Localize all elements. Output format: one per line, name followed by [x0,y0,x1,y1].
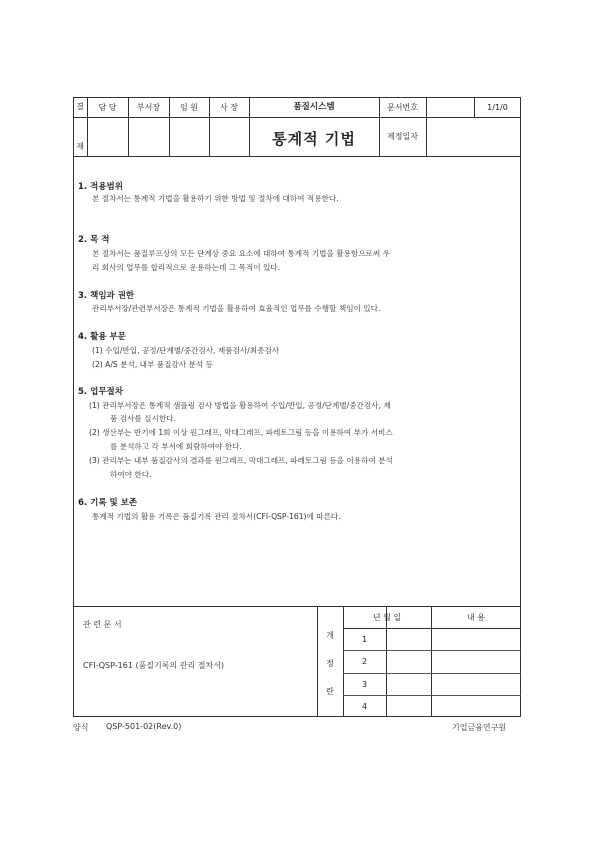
section-text: 본 절차서는 통계적 기법을 활용하기 위한 방법 및 절차에 대하여 적용한다. [92,194,339,203]
page-info: 1/1/0 [487,103,508,112]
section-text: (3) 관리부는 내부 품질감사의 결과를 원그래프, 막대그래프, 파레토그림 등을 이용하여 분석 [89,456,393,465]
revision-row-line [343,673,521,674]
approval-side-bottom: 재 [76,142,84,151]
section-text: 리 회사의 업무를 합리적으로 운용하는데 그 목적이 있다. [92,263,281,272]
section-text: 를 분석하고 각 부서에 회람하여야 한다. [110,442,242,451]
section-heading-records: 6. 기록 및 보존 [78,498,138,508]
header-vline [426,97,427,156]
section-heading-procedure: 5. 업무절차 [78,387,123,397]
revision-row-no: 4 [361,702,368,711]
organization-name: 기업금융연구원 [452,723,507,732]
approval-col-dept-head: 부서장 [136,103,161,112]
doc-number-label: 문서번호 [387,103,418,112]
section-heading-responsibility: 3. 책임과 권한 [78,291,135,301]
revision-side-char: 개 [326,631,334,640]
bottom-vline [431,606,432,717]
related-doc-item: CFI-QSP-161 (품질기록의 관리 절차서) [83,661,225,670]
revision-content-header: 내 용 [467,613,485,622]
revision-row-no: 1 [361,635,368,644]
enact-date-label: 제정일자 [387,132,418,141]
section-heading-purpose: 2. 목 적 [78,235,110,245]
revision-row-no: 2 [361,657,368,666]
section-text: 품 검사를 실시한다. [110,414,176,423]
section-text: 통계적 기법의 활용 기록은 품질기록 관리 절차서(CFI-QSP-161)에 따른다. [92,512,341,521]
document-title: 통계적 기법 [272,130,356,148]
approval-side-top: 결 [76,102,84,111]
revision-row-line [343,650,521,651]
revision-side-char: 정 [326,659,334,668]
section-text: (1) 관리부서장은 통계적 샘플링 검사 방법을 활용하여 수입/반입, 공정/단계별/중간검사, 제 [89,401,391,410]
section-text: (2) A/S 분석, 내부 품질감사 분석 등 [92,360,213,369]
header-divider [73,117,521,118]
approval-col-president: 사 장 [220,103,238,112]
section-heading-scope: 1. 적용범위 [78,182,123,192]
related-docs-label: 관 련 문 서 [83,620,122,629]
bottom-block-top-line [73,606,521,607]
section-text: 하여야 한다. [110,470,152,479]
section-text: 관리부서장/관련부서장은 통계적 기법을 활용하여 효율적인 업무를 수행할 책임이 있다. [92,304,381,313]
section-text: (1) 수입/반입, 공정/단계별/중간검사, 제품검사/최종검사 [92,346,280,355]
system-name: 품질시스템 [293,102,335,112]
section-text: (2) 생산부는 반기에 1회 이상 원그래프, 막대그래프, 파레토그림 등을 이용하여 부가 서비스 [89,428,393,437]
revision-row-no: 3 [361,680,368,689]
revision-side-char: 란 [326,687,334,696]
form-label: 양식 [73,723,89,732]
bottom-vline [386,606,387,717]
section-text: 본 절차서는 품질루프상의 모든 단계상 중요 요소에 대하여 통계적 기법을 활용함으로써 우 [92,249,390,258]
revision-row-line [343,695,521,696]
approval-col-executive: 임 원 [180,103,198,112]
form-code: QSP-501-02(Rev.0) [106,722,182,731]
section-heading-application: 4. 활용 부문 [78,332,126,342]
approval-col-staff: 담 당 [98,103,117,112]
revision-header-line [343,628,521,629]
revision-date-header: 년 월 일 [372,613,402,622]
header-bottom-line [73,156,521,157]
